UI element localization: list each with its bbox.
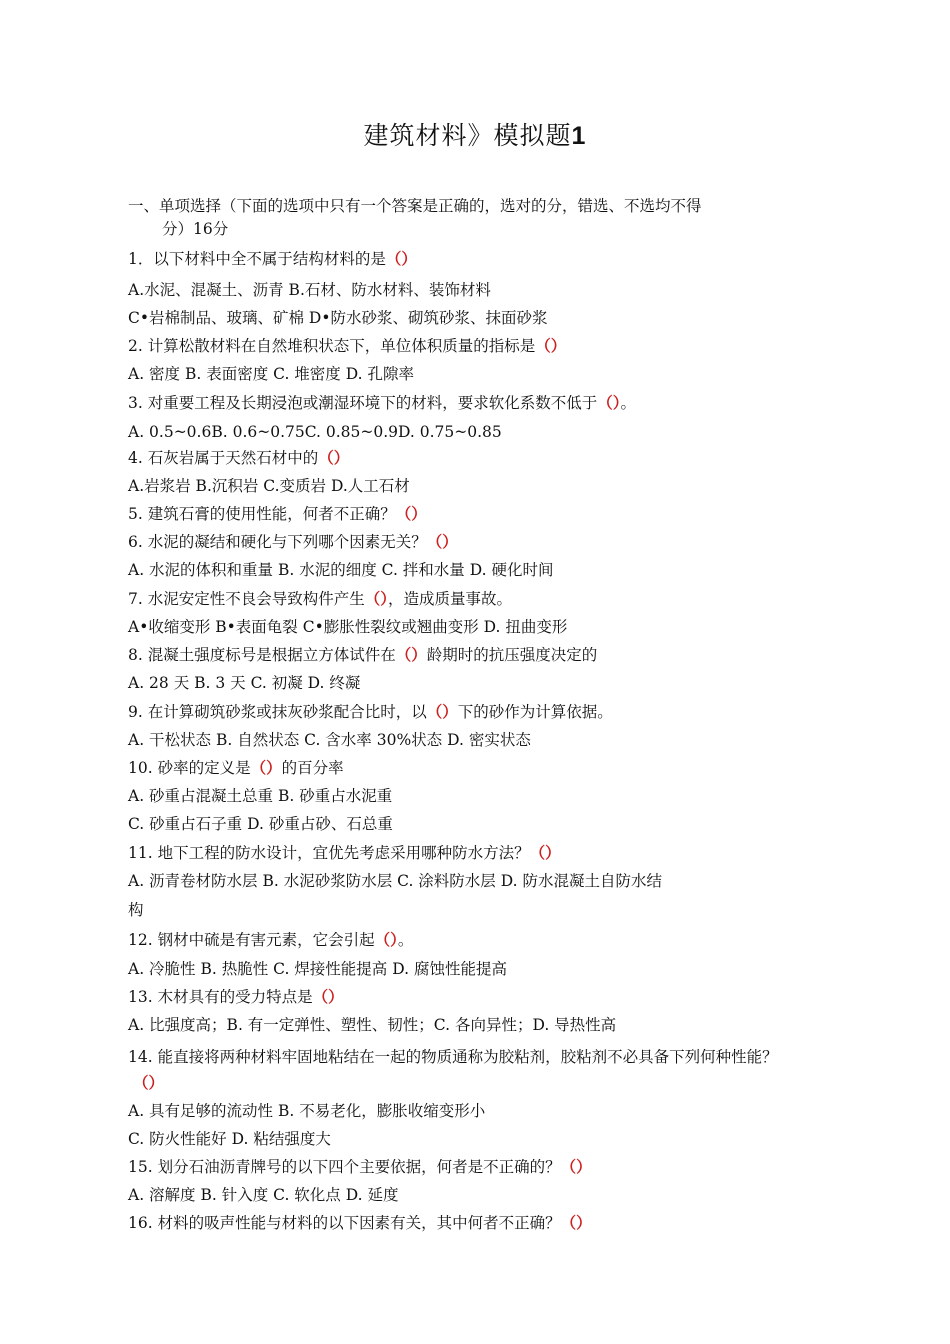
line-text: 8. 混凝土强度标号是根据立方体试件在 (128, 646, 396, 664)
line-text: A.岩浆岩 B.沉积岩 C.变质岩 D.人工石材 (128, 477, 410, 495)
line-text: 3. 对重要工程及长期浸泡或潮湿环境下的材料，要求软化系数不低于 (128, 394, 598, 412)
text-line (128, 279, 491, 301)
text-line (128, 475, 410, 497)
line-text: A. 水泥的体积和重量 B. 水泥的细度 C. 拌和水量 D. 硬化时间 (128, 561, 554, 579)
text-line (128, 958, 507, 980)
line-text: 2. 计算松散材料在自然堆积状态下，单位体积质量的指标是 (128, 337, 536, 355)
line-suffix: 龄期时的抗压强度决定的 (426, 646, 598, 664)
answer-blank: （） (560, 1213, 592, 1232)
line-text: 12. 钢材中硫是有害元素，它会引起 (128, 931, 375, 949)
answer-blank: （） (318, 448, 350, 467)
text-line (128, 813, 393, 835)
line-suffix: ，造成质量事故。 (387, 590, 512, 608)
line-text: 10. 砂率的定义是 (128, 759, 251, 777)
answer-blank: （） (395, 504, 427, 523)
text-line (128, 757, 344, 779)
answer-blank: （） (364, 589, 388, 608)
answer-blank: （） (426, 532, 458, 551)
text-line (128, 616, 567, 638)
text-line (128, 588, 512, 610)
answer-blank: （） (426, 702, 458, 721)
answer-blank: （） (312, 987, 344, 1006)
text-line (128, 644, 597, 666)
text-line (128, 307, 548, 329)
text-line (128, 986, 344, 1008)
text-line (162, 218, 228, 240)
line-text: 14. 能直接将两种材料牢固地粘结在一起的物质通称为胶粘剂，胶粘剂不必具备下列何种性能？ (128, 1048, 778, 1066)
line-text: 15. 划分石油沥青牌号的以下四个主要依据，何者是不正确的？ (128, 1158, 561, 1176)
text-line (128, 701, 613, 723)
line-suffix: 下的砂作为计算依据。 (457, 703, 613, 721)
line-text: 分）16分 (162, 220, 229, 238)
line-text: C. 砂重占石子重 D. 砂重占砂、石总重 (128, 815, 393, 833)
title-number: 1 (571, 122, 587, 150)
page-title (0, 116, 950, 152)
text-line (128, 1184, 398, 1206)
text-line (128, 531, 458, 553)
line-text: A. 砂重占混凝土总重 B. 砂重占水泥重 (128, 787, 393, 805)
text-line (128, 392, 636, 414)
answer-blank: （） (560, 1157, 592, 1176)
text-line (128, 1128, 331, 1150)
line-text: 1．以下材料中全不属于结构材料的是 (128, 250, 386, 268)
text-line (128, 1014, 616, 1036)
answer-blank: （） (385, 249, 417, 268)
line-text: 一、单项选择（下面的选项中只有一个答案是正确的，选对的分，错选、不选均不得 (128, 197, 702, 215)
line-text: 9. 在计算砌筑砂浆或抹灰砂浆配合比时，以 (128, 703, 427, 721)
line-text: A•收缩变形 B•表面龟裂 C•膨胀性裂纹或翘曲变形 D. 扭曲变形 (128, 618, 568, 636)
answer-blank: （） (529, 843, 561, 862)
line-text: 构 (128, 901, 144, 919)
answer-blank: （） (535, 336, 567, 355)
text-line (128, 195, 702, 217)
text-line (128, 503, 427, 525)
text-line (128, 672, 360, 694)
answer-blank: （） (395, 645, 427, 664)
text-line (128, 870, 662, 892)
line-text: C. 防火性能好 D. 粘结强度大 (128, 1130, 331, 1148)
line-text: 5. 建筑石膏的使用性能，何者不正确？ (128, 505, 396, 523)
line-text: A. 具有足够的流动性 B. 不易老化，膨胀收缩变形小 (128, 1102, 486, 1120)
line-suffix: 。 (397, 931, 414, 949)
text-line (128, 363, 414, 385)
line-text: A. 密度 B. 表面密度 C. 堆密度 D. 孔隙率 (128, 365, 414, 383)
text-line (128, 785, 392, 807)
line-suffix: 。 (620, 394, 636, 412)
line-text: A. 干松状态 B. 自然状态 C. 含水率 30%状态 D. 密实状态 (128, 731, 531, 749)
text-line (128, 447, 349, 469)
text-line (128, 1212, 592, 1234)
text-line (128, 421, 502, 443)
answer-blank: （） (133, 1073, 165, 1092)
answer-blank: （） (374, 930, 398, 949)
line-text: 16. 材料的吸声性能与材料的以下因素有关，其中何者不正确？ (128, 1214, 561, 1232)
answer-blank: （） (250, 758, 282, 777)
text-line (128, 559, 553, 581)
line-suffix: 的百分率 (281, 759, 344, 777)
text-line (128, 842, 561, 864)
line-text: A. 比强度高；B. 有一定弹性、塑性、韧性；C. 各向异性；D. 导热性高 (128, 1016, 617, 1034)
line-text: A. 沥青卷材防水层 B. 水泥砂浆防水层 C. 涂料防水层 D. 防水混凝土自防水结 (128, 872, 662, 890)
text-line (128, 899, 144, 921)
line-text: C•岩棉制品、玻璃、矿棉 D•防水砂浆、砌筑砂浆、抹面砂浆 (128, 309, 548, 327)
line-text: 13. 木材具有的受力特点是 (128, 988, 313, 1006)
line-text: A. 溶解度 B. 针入度 C. 软化点 D. 延度 (128, 1186, 399, 1204)
line-text: 6. 水泥的凝结和硬化与下列哪个因素无关？ (128, 533, 427, 551)
line-text: A.水泥、混凝土、沥青 B.石材、防水材料、装饰材料 (128, 281, 491, 299)
text-line (128, 335, 566, 357)
line-text: 4. 石灰岩属于天然石材中的 (128, 449, 319, 467)
answer-blank: （） (597, 393, 621, 412)
title-text: 建筑材料》模拟题 (363, 121, 572, 150)
line-text: 7. 水泥安定性不良会导致构件产生 (128, 590, 365, 608)
text-line (128, 929, 413, 951)
line-text: A. 冷脆性 B. 热脆性 C. 焊接性能提高 D. 腐蚀性能提高 (128, 960, 507, 978)
text-line (128, 1156, 592, 1178)
text-line (128, 248, 417, 270)
text-line (133, 1072, 164, 1094)
text-line (128, 1100, 485, 1122)
line-text: A. 0.5~0.6B. 0.6~0.75C. 0.85~0.9D. 0.75~0.85 (128, 423, 502, 441)
line-text: 11. 地下工程的防水设计，宜优先考虑采用哪种防水方法？ (128, 844, 530, 862)
text-line (128, 729, 531, 751)
text-line (128, 1046, 778, 1068)
line-text: A. 28 天 B. 3 天 C. 初凝 D. 终凝 (128, 674, 361, 692)
